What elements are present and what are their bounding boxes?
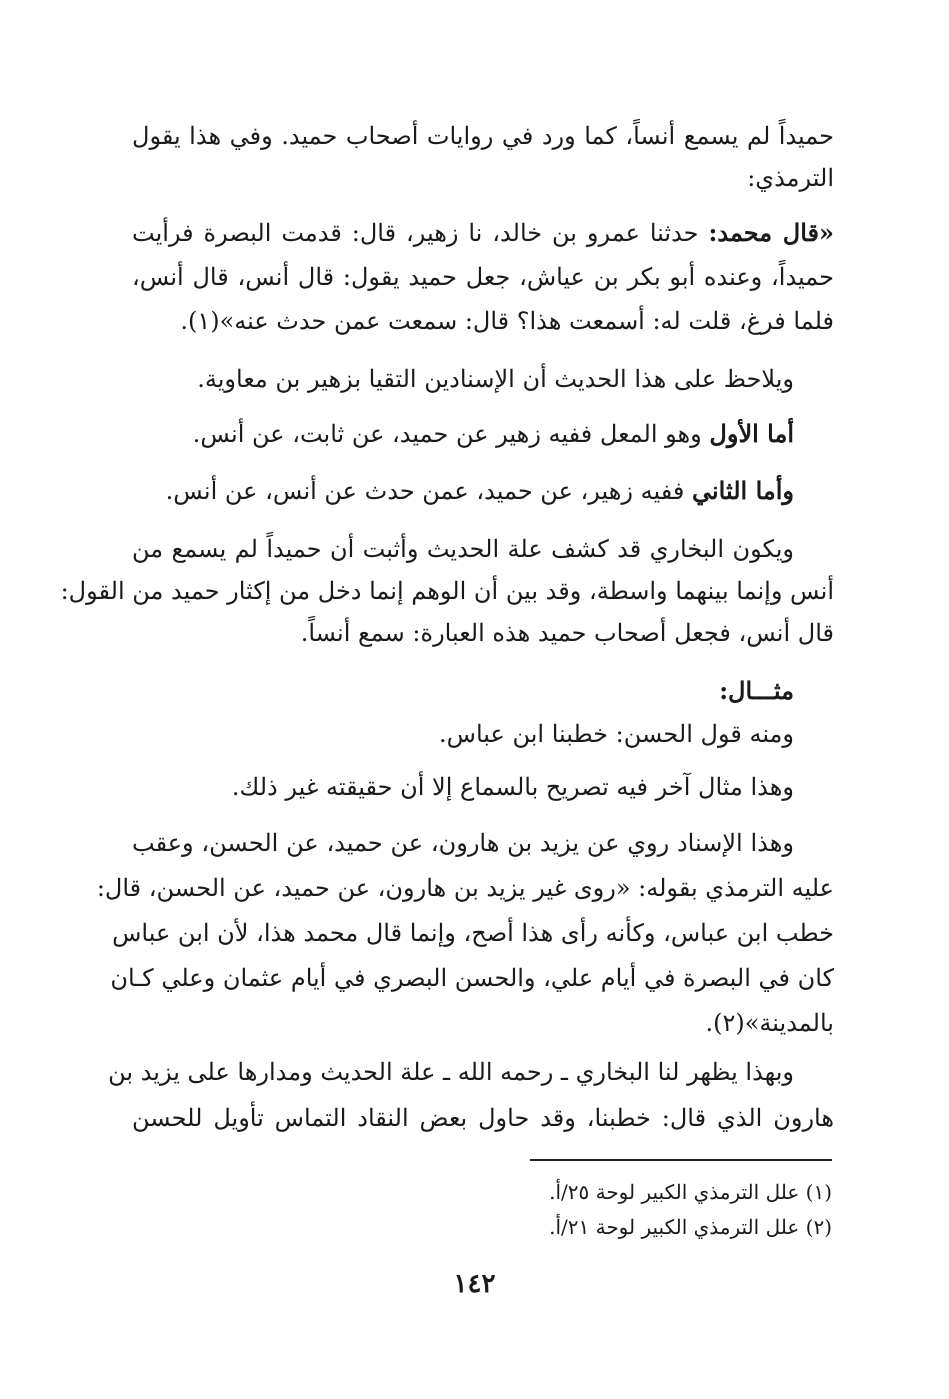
paragraph-6 [60,535,834,647]
text-line: خطب ابن عباس، وكأنه رأى هذا أصح، وإنما قال محمد هذا، لأن ابن عباس [112,919,834,947]
text-line: حميداً، وعنده أبو بكر بن عياش، جعل حميد يقول: قال أنس، قال أنس، [132,263,834,291]
text-line: هارون الذي قال: خطبنا، وقد حاول بعض النقاد التماس تأويل للحسن [132,1104,834,1132]
text-line: ويلاحظ على هذا الحديث أن الإسنادين التقيا بزهير بن معاوية. [197,365,794,393]
speaker-label: «قال محمد: [708,218,835,247]
text-line: فلما فرغ، قلت له: أسمعت هذا؟ قال: سمعت عمن حدث عنه»(١). [180,307,834,335]
paragraph-9 [96,829,834,1037]
text-line [132,477,834,505]
text-line [132,420,834,448]
heading-text: مثـــال: [719,676,794,705]
text-line: حميداً لم يسمع أنساً، كما ورد في روايات أصحاب حميد. وفي هذا يقول [132,122,834,150]
footnote-2: (٢) علل الترمذي الكبير لوحة ٢١/أ. [549,1215,832,1239]
paragraph-10 [108,1058,834,1132]
text-line: أنس وإنما بينهما واسطة، وقد بين أن الوهم إنما دخل من إكثار حميد من القول: [60,577,834,605]
paragraph-5 [132,477,834,505]
text-line: عليه الترمذي بقوله: «روى غير يزيد بن هارون، عن حميد، عن الحسن، قال: [96,874,834,902]
text-line: ومنه قول الحسن: خطبنا ابن عباس. [439,720,794,748]
text-line: وهذا الإسناد روي عن يزيد بن هارون، عن حميد، عن الحسن، وعقب [132,829,794,857]
paragraph-2 [132,219,834,335]
paragraph-8 [132,773,834,801]
text-line: كان في البصرة في أيام علي، والحسن البصري في أيام عثمان وعلي كـان [110,964,834,992]
text-line: وبهذا يظهر لنا البخاري ـ رحمه الله ـ علة الحديث ومدارها على يزيد بن [108,1058,794,1086]
emphasis-label: أما الأول [709,419,794,448]
paragraph-7 [132,720,834,748]
page-number: ١٤٢ [453,1269,496,1299]
text-line: الترمذي: [747,164,834,192]
paragraph-3 [132,365,834,393]
text-span: وهو المعل ففيه زهير عن حميد، عن ثابت، عن أنس. [192,420,702,448]
text-line [132,219,834,247]
text-line: وهذا مثال آخر فيه تصريح بالسماع إلا أن حقيقته غير ذلك. [231,773,794,801]
text-span: حدثنا عمرو بن خالد، نا زهير، قال: قدمت البصرة فرأيت [132,219,699,247]
paragraph-1 [132,122,834,192]
text-line: قال أنس، فجعل أصحاب حميد هذه العبارة: سمع أنساً. [300,619,834,647]
footnote-1: (١) علل الترمذي الكبير لوحة ٢٥/أ. [549,1180,832,1204]
emphasis-label: وأما الثاني [692,476,794,505]
text-line: بالمدينة»(٢). [705,1009,834,1037]
paragraph-4 [132,420,834,448]
example-heading [132,677,834,705]
footnote-divider [530,1159,832,1161]
text-span: ففيه زهير، عن حميد، عمن حدث عن أنس، عن أنس. [165,477,685,505]
text-line: ويكون البخاري قد كشف علة الحديث وأثبت أن حميداً لم يسمع من [132,535,794,563]
